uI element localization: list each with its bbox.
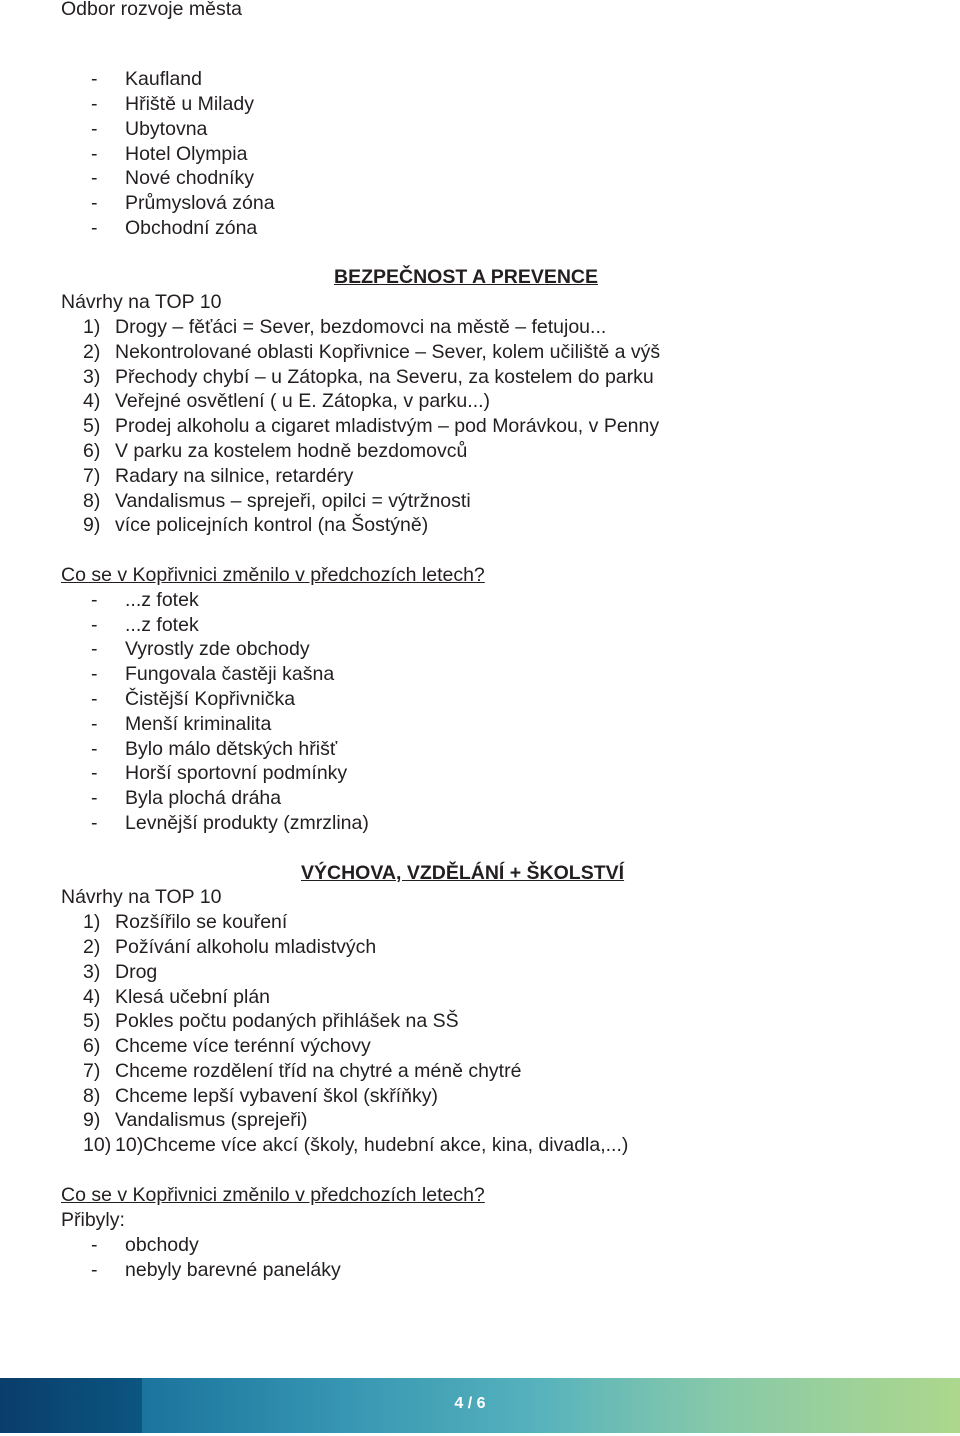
changes-question: Co se v Kopřivnici změnilo v předchozích letech? — [61, 1184, 485, 1206]
page-number: 4 / 6 — [454, 1395, 486, 1412]
footer-highlight — [142, 1378, 960, 1433]
document-page: Odbor rozvoje města - Kaufland - Hřiště u Milady - Ubytovna - Hotel Olympia - Nové chodníky - Průmyslová zóna - Obchodní zóna BEZPEČNOST A PREVENCE Návrhy na TOP 10 1) Drogy – fěťáci = Sever, bezdomovci na městě – fetujou... 2) Nekontrolované oblasti Kopřivnice – Sever, kolem učiliště a výš 3) Přechody chybí – u Zátopka, na Severu, za kostelem do parku 4) Veřejné osvětlení ( u E. Zátopka, v parku...) 5) Prodej alkoholu a cigaret mladistvým – pod Morávkou, v Penny 6) V parku za kostelem hodně bezdomovců 7) Radary na silnice, retardéry 8) Vandalismus – sprejeři, opilci = výtržnosti 9) více policejních kontrol (na Šostýně) Co se v Kopřivnici změnilo v předchozích letech? - ...z fotek - ...z fotek - Vyrostly zde obchody - Fungovala častěji kašna - Čistější Kopřivnička - Menší kriminalita - Bylo málo dětských hřišť - Horší sportovní podmínky - Byla plochá dráha - Levnější produkty (zmrzlina) VÝCHOVA, VZDĚLÁNÍ + ŠKOLSTVÍ Návrhy na TOP 10 1) Rozšířilo se kouření 2) Požívání alkoholu mladistvých 3) Drog 4) Klesá učební plán 5) Pokles počtu podaných přihlášek na SŠ 6) Chceme více terénní výchovy 7) Chceme rozdělení tříd na chytré a méně chytré 8) Chceme lepší vybavení škol (skříňky) 9) Vandalismus (sprejeři) 10) 10)Chceme více akcí (školy, hudební akce, kina, divadla,...) Co se v Kopřivnici změnilo v předchozích letech? Přibyly: - obchody - nebyly barevné paneláky 4 / 6 — [0, 0, 960, 1436]
proposals-label: Návrhy na TOP 10 — [61, 291, 222, 313]
proposals-label: Návrhy na TOP 10 — [61, 886, 222, 908]
changes-question: Co se v Kopřivnici změnilo v předchozích letech? — [61, 564, 485, 586]
page-header-title: Odbor rozvoje města — [61, 0, 242, 20]
added-label: Přibyly: — [61, 1209, 125, 1231]
section-heading-education: VÝCHOVA, VZDĚLÁNÍ + ŠKOLSTVÍ — [301, 862, 625, 884]
section-heading-security: BEZPEČNOST A PREVENCE — [334, 266, 599, 288]
